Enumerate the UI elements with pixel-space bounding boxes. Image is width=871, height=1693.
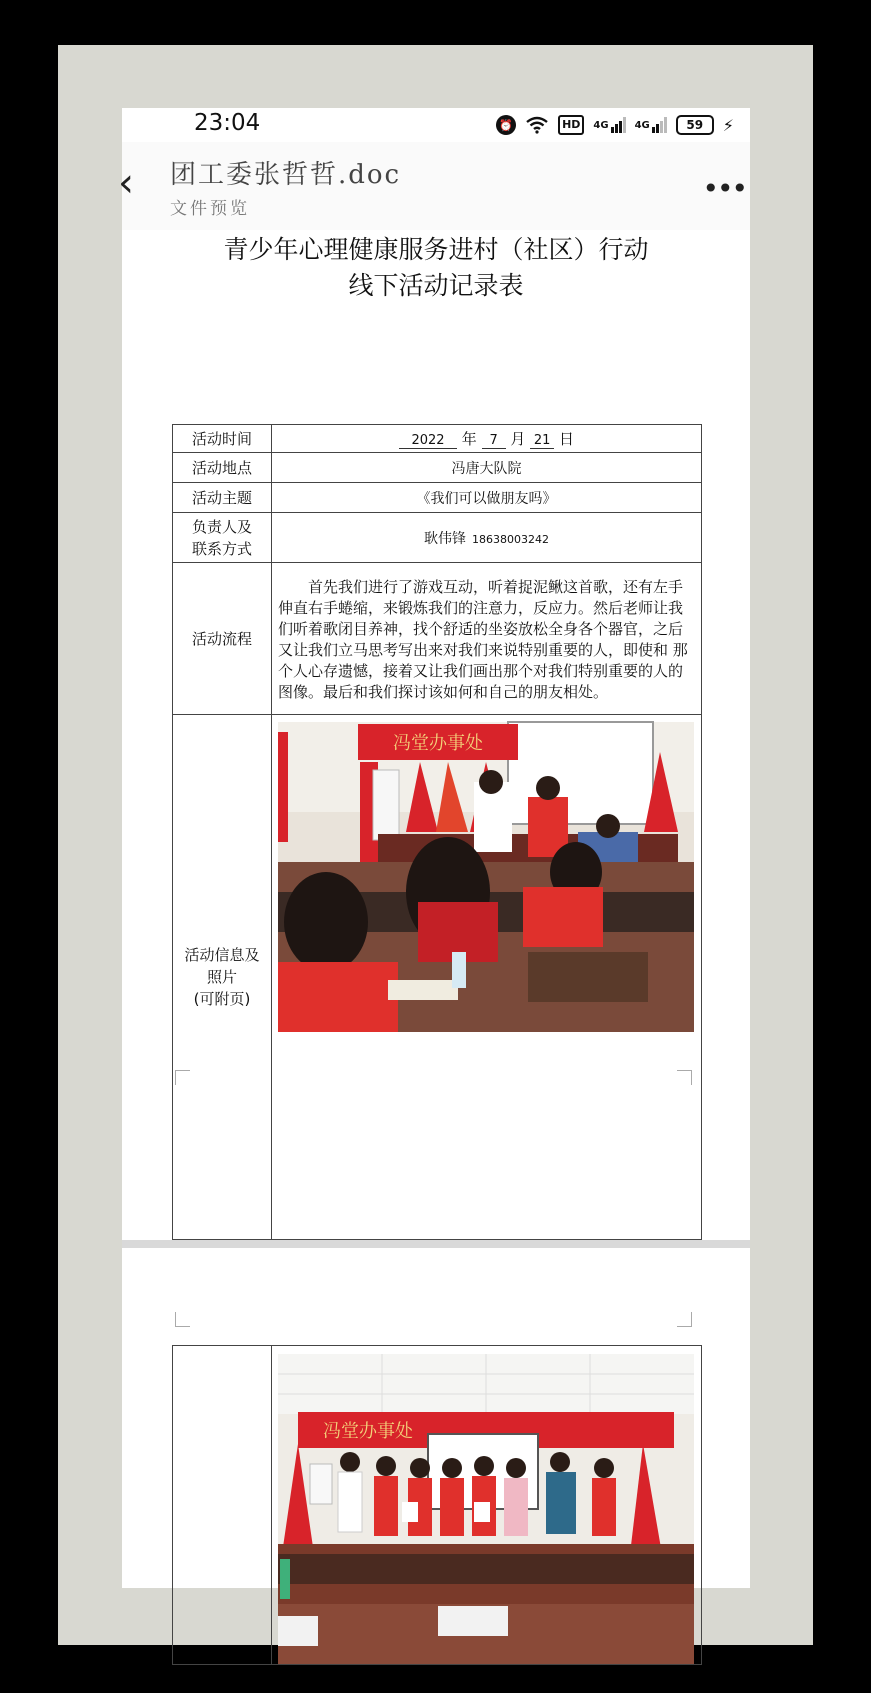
activity-photo-1	[278, 722, 694, 1032]
value-info	[272, 715, 702, 1240]
activity-photo-2-image	[278, 1354, 694, 1664]
page-corner-mark	[175, 1312, 190, 1327]
value-time	[272, 425, 702, 453]
alarm-icon: ⏰	[496, 115, 516, 135]
value-place: 冯唐大队院	[272, 453, 702, 483]
row-theme	[173, 483, 702, 513]
status-icons	[496, 112, 734, 138]
label-time: 活动时间	[173, 425, 272, 453]
photo2-banner-text: 冯堂办事处	[323, 1421, 413, 1442]
signal-label-1: 4G	[593, 119, 609, 131]
label-theme: 活动主题	[173, 483, 272, 513]
label-info-line3: (可附页)	[193, 990, 251, 1008]
record-table-continued	[172, 1345, 702, 1665]
label-contact-line2: 联系方式	[191, 539, 252, 558]
page-corner-mark	[677, 1070, 692, 1085]
status-bar	[122, 108, 750, 142]
label-empty	[173, 1346, 272, 1665]
label-contact	[173, 513, 272, 563]
value-process: 首先我们进行了游戏互动，听着捉泥鳅这首歌，还有左手伸直右手蜷缩，来锻炼我们的注意力，反应力。然后老师让我们听着歌闭目养神，找个舒适的坐姿放松全身各个器官，之后又让我们立马思考写出来对我们来说特别重要的人，即使和 那个人心存遗憾，接着又让我们画出那个对我们特别重要的人的图像。最后和我们探讨该如何和自己的朋友相处。	[272, 563, 702, 715]
label-info-line1: 活动信息及	[184, 946, 260, 964]
row-time	[173, 425, 702, 453]
file-header	[118, 142, 750, 230]
document-page-2	[122, 1248, 750, 1588]
value-contact	[272, 513, 702, 563]
wifi-icon	[525, 116, 549, 134]
label-info	[173, 715, 272, 1240]
label-process: 活动流程	[173, 563, 272, 715]
document-page-1	[122, 230, 750, 1240]
contact-phone: 18638003242	[472, 532, 549, 546]
month-unit: 月	[510, 430, 526, 448]
label-contact-line1: 负责人及	[191, 517, 252, 536]
page-separator	[122, 1240, 750, 1248]
year-value: 2022	[399, 433, 457, 449]
value-info-continued	[272, 1346, 702, 1665]
record-table	[172, 424, 702, 1240]
charging-icon: ⚡	[722, 115, 734, 135]
signal-icon-2	[635, 117, 667, 133]
activity-photo-1-image	[278, 722, 694, 1032]
label-info-line2: 照片	[206, 968, 237, 986]
page-corner-mark	[677, 1312, 692, 1327]
doc-title-line1: 青少年心理健康服务进村（社区）行动	[223, 235, 649, 264]
status-time: 23:04	[194, 110, 261, 136]
row-contact	[173, 513, 702, 563]
year-unit: 年	[461, 430, 477, 448]
label-place: 活动地点	[173, 453, 272, 483]
day-unit: 日	[558, 430, 574, 448]
row-process	[173, 563, 702, 715]
phone-screen	[118, 108, 750, 1584]
page-corner-mark	[175, 1070, 190, 1085]
row-info-continued	[173, 1346, 702, 1665]
file-name: 团工委张哲哲.doc	[170, 160, 402, 190]
day-value: 21	[530, 433, 554, 449]
row-place	[173, 453, 702, 483]
battery-icon: 59	[676, 115, 714, 135]
more-options-icon[interactable]: •••	[702, 172, 746, 205]
month-value: 7	[482, 433, 506, 449]
contact-name: 耿伟锋	[424, 530, 466, 547]
activity-photo-2	[278, 1354, 694, 1664]
hd-badge: HD	[558, 115, 584, 135]
doc-title-line2: 线下活动记录表	[348, 271, 524, 300]
value-theme: 《我们可以做朋友吗》	[272, 483, 702, 513]
back-icon[interactable]: ‹	[118, 160, 134, 206]
file-subtitle: 文件预览	[170, 199, 250, 219]
signal-icon-1	[593, 117, 625, 133]
photo1-banner-text: 冯堂办事处	[393, 733, 483, 754]
row-info	[173, 715, 702, 1240]
signal-label-2: 4G	[634, 119, 650, 131]
